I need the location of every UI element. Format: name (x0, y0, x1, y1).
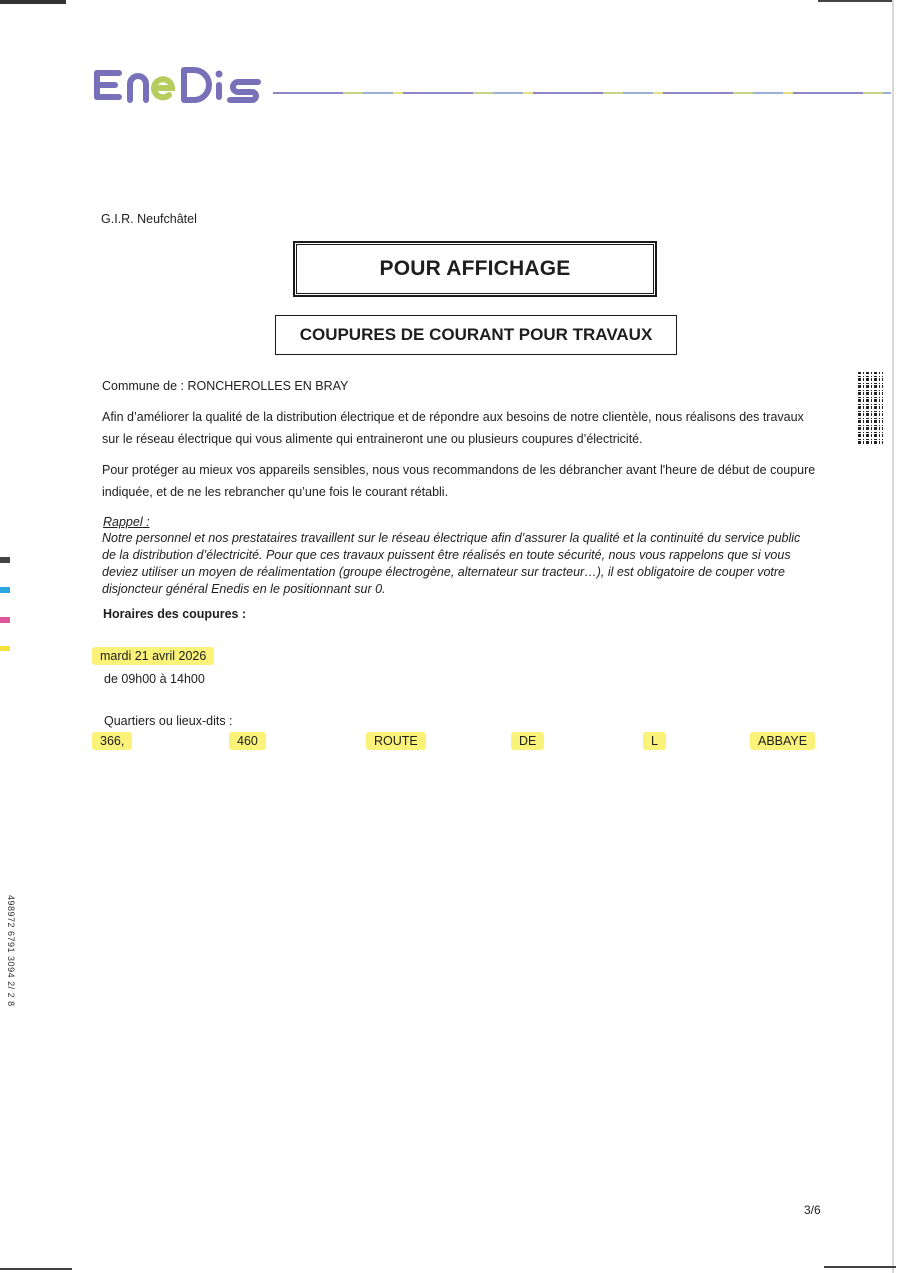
scan-edge-mark (824, 1266, 896, 1268)
rappel-label: Rappel (103, 515, 143, 529)
place-word (366, 734, 426, 748)
intro-paragraph: Afin d’améliorer la qualité de la distribution électrique et de répondre aux besoins de notre clientèle, nous réalisons des travaux sur le réseau électrique qui vous alimente qui entraineront une ou plusieurs coupures d’électricité. (102, 410, 804, 446)
office-name: G.I.R. Neufchâtel (101, 212, 197, 226)
commune-line: Commune de : RONCHEROLLES EN BRAY (102, 379, 349, 393)
title-box (293, 241, 657, 297)
place-word-text: 460 (229, 732, 266, 750)
scan-edge-mark (818, 0, 892, 2)
header-rule (273, 92, 891, 94)
place-word-text: DE (511, 732, 544, 750)
schedule-heading: Horaires des coupures : (103, 607, 247, 621)
page-number: 3/6 (804, 1203, 821, 1217)
place-word (92, 734, 132, 748)
place-word-text: ABBAYE (750, 732, 815, 750)
subtitle-box (275, 315, 677, 355)
print-mark-cyan (0, 587, 10, 593)
scan-edge-mark (0, 1268, 72, 1270)
place-word (511, 734, 544, 748)
advice-paragraph: Pour protéger au mieux vos appareils sensibles, nous vous recommandons de les débrancher avant l'heure de début de coupure indiquée, et de ne les rebrancher qu’une fois le courant rétabli. (102, 463, 816, 499)
place-word-text: ROUTE (366, 732, 426, 750)
print-mark-yellow (0, 646, 10, 651)
place-word (750, 734, 815, 748)
place-word-text: L (643, 732, 666, 750)
scan-edge-line (892, 0, 894, 1273)
place-word-text: 366, (92, 732, 132, 750)
outage-date (92, 648, 214, 665)
enedis-logo (92, 62, 264, 106)
print-mark-magenta (0, 617, 10, 623)
margin-code (0, 895, 16, 1045)
outage-date-value: mardi 21 avril 2026 (92, 647, 214, 665)
svg-text:ENEDIS: ENEDIS (92, 62, 96, 63)
datamatrix-code (858, 372, 883, 444)
rappel-text: Notre personnel et nos prestataires travaillent sur le réseau électrique afin d’assurer la qualité et la continuité du service public de la distribution d’électricité. Pour que ces travaux puissent être réalisés en toute sécurité, nous vous rappelons que si vous deviez utiliser un moyen de réalimentation (groupe électrogène, alternateur sur tracteur…), il est obligatoire de couper votre disjoncteur général Enedis en le positionnant sur 0. (102, 531, 801, 596)
rappel-heading (103, 515, 150, 529)
page-subtitle: COUPURES DE COURANT POUR TRAVAUX (299, 325, 653, 344)
rappel-colon: : (142, 515, 150, 529)
page-title: POUR AFFICHAGE (379, 257, 571, 280)
outage-time: de 09h00 à 14h00 (104, 672, 205, 686)
scan-edge-mark (0, 0, 66, 4)
place-word (643, 734, 666, 748)
margin-code-text: 498972 6791 3094 2/ 2 8 (6, 895, 16, 1007)
places-heading: Quartiers ou lieux-dits : (104, 714, 233, 728)
place-word (229, 734, 266, 748)
print-mark-black (0, 557, 10, 563)
